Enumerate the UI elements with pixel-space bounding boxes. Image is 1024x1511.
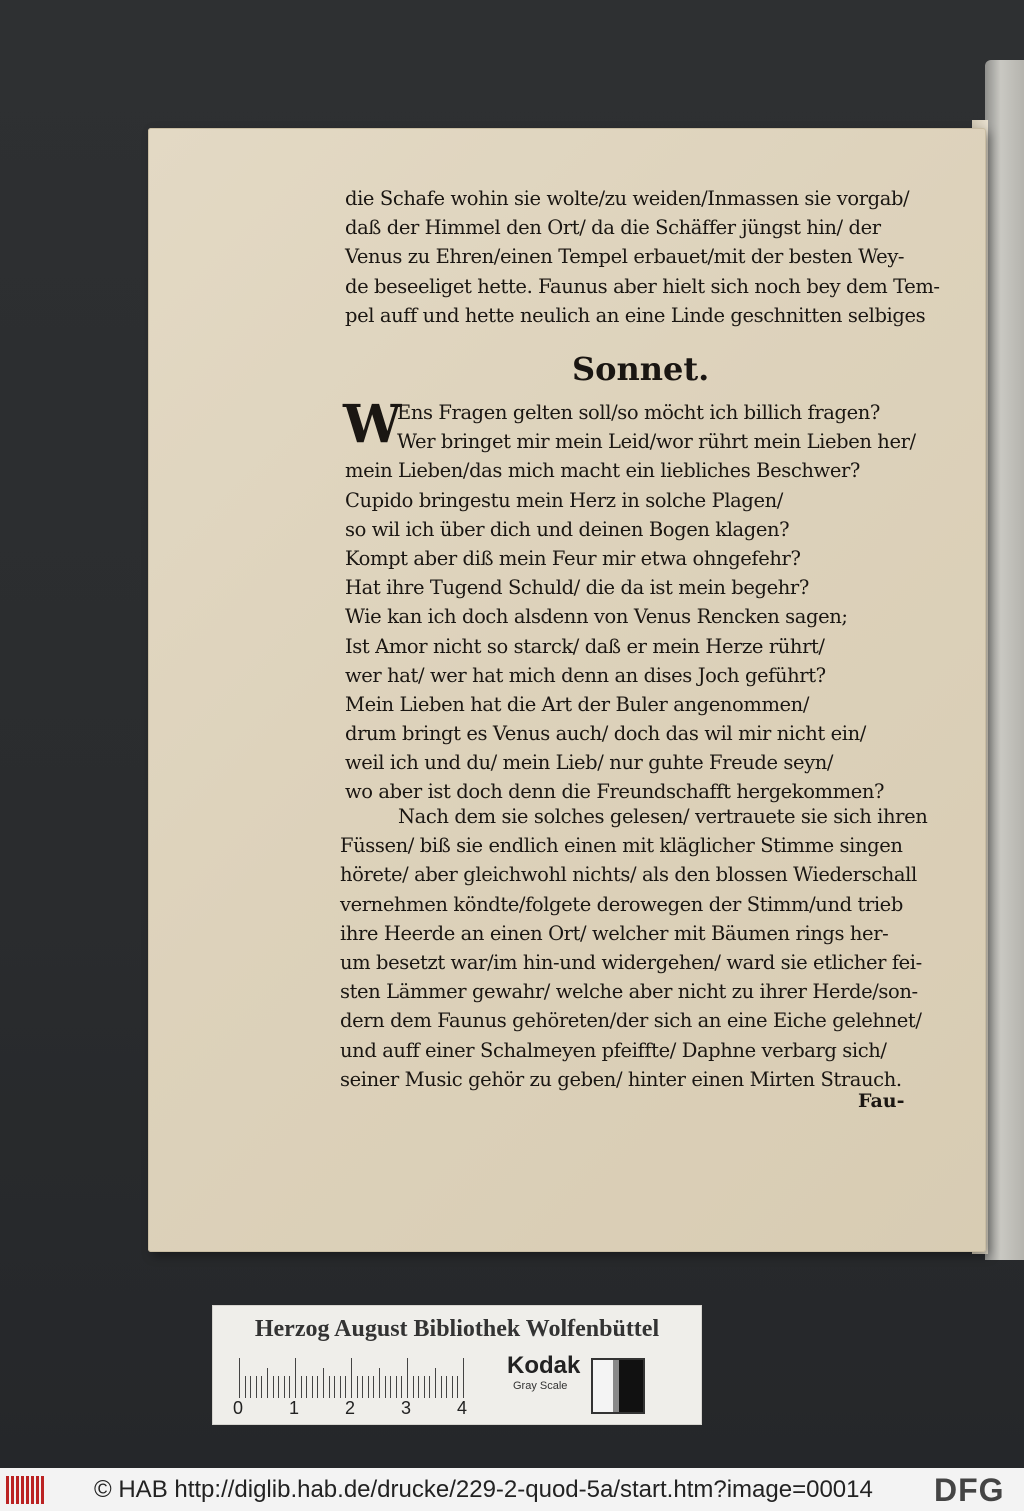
poem-line: wer hat/ wer hat mich denn an dises Joch geführt? [345,663,826,687]
poem-line: drum bringt es Venus auch/ doch das wil mir nicht ein/ [345,722,866,746]
ruler-tick [340,1376,341,1398]
poem-line: Hat ihre Tugend Schuld/ die da ist mein begehr? [345,576,809,600]
ruler-number: 4 [457,1398,468,1418]
ruler-tick [368,1376,369,1398]
prose-line: ihre Heerde an einen Ort/ welcher mit Bäumen rings her- [340,921,889,945]
ruler-tick [413,1376,414,1398]
sonnet-poem [343,394,945,807]
text-line: die Schafe wohin sie wolte/zu weiden/Inmassen sie vorgab/ [345,187,910,210]
gray-scale-label: Gray Scale [513,1380,568,1392]
ruler-tick [379,1368,380,1398]
ruler-tick [295,1358,296,1398]
ruler-tick [284,1376,285,1398]
text-line: de beseeliget hette. Faunus aber hielt sich noch bey dem Tem- [345,274,940,298]
ruler-tick [261,1376,262,1398]
poem-line: Wer bringet mir mein Leid/wor rührt mein Lieben her/ [397,430,916,454]
gray-swatch [591,1358,645,1414]
ruler-tick [245,1376,246,1398]
ruler-tick [289,1376,290,1398]
poem-line: Ist Amor nicht so starck/ daß er mein Herze rührt/ [345,634,825,658]
ruler-tick [239,1358,240,1398]
poem-line: weil ich und du/ mein Lieb/ nur guhte Freude seyn/ [345,751,834,775]
ruler-scale [239,1354,479,1398]
ruler-tick [278,1376,279,1398]
ruler-tick [306,1376,307,1398]
ruler-tick [317,1376,318,1398]
prose-block [340,802,940,1094]
ruler-tick [273,1376,274,1398]
prose-line: seiner Music gehör zu geben/ hinter einen Mirten Strauch. [340,1067,902,1091]
ruler-tick [362,1376,363,1398]
ruler-tick [407,1358,408,1398]
prose-line: sten Lämmer gewahr/ welche aber nicht zu ihrer Herde/son- [340,980,918,1004]
ruler-tick [357,1376,358,1398]
prose-line: um besetzt war/im hin-und widergehen/ ward sie etlicher fei- [340,950,922,974]
ruler-tick [250,1376,251,1398]
ruler-tick [329,1376,330,1398]
ruler-number: 1 [289,1398,300,1418]
ruler-numbers [233,1398,493,1420]
footer-bar [0,1468,1024,1511]
text-line: daß der Himmel den Ort/ da die Schäffer jüngst hin/ der [345,216,881,240]
poem-line: wo aber ist doch denn die Freundschafft hergekommen? [345,780,885,804]
ruler-tick [429,1376,430,1398]
kodak-logo: Kodak [507,1352,581,1379]
ruler-tick [385,1376,386,1398]
ruler-tick [441,1376,442,1398]
ruler-tick [435,1368,436,1398]
prose-line: hörete/ aber gleichwohl nichts/ als den blossen Wiederschall [340,863,917,887]
prose-line: vernehmen köndte/folgete derowegen der Stimm/und trieb [340,892,903,916]
library-name: Herzog August Bibliothek Wolfenbüttel [254,1316,660,1342]
ruler-tick [457,1376,458,1398]
ruler-tick [452,1376,453,1398]
ruler-tick [334,1376,335,1398]
poem-line: so wil ich über dich und deinen Bogen klagen? [345,517,790,541]
ruler-number: 2 [345,1398,356,1418]
drop-cap-initial: W [343,394,402,455]
prose-line: dern dem Faunus gehöreten/der sich an eine Eiche gelehnet/ [340,1009,922,1033]
ruler-number: 0 [233,1398,244,1418]
dfg-logo: DFG [934,1472,1005,1508]
prose-line: und auff einer Schalmeyen pfeiffte/ Daphne verbarg sich/ [340,1038,887,1062]
ruler-tick [418,1376,419,1398]
color-scale-card [212,1305,702,1425]
footer-url[interactable]: © HAB http://diglib.hab.de/drucke/229-2-quod-5a/start.htm?image=00014 [94,1476,873,1503]
ruler-tick [323,1368,324,1398]
poem-line: Ens Fragen gelten soll/so möcht ich billich fragen? [397,401,880,424]
ruler-tick [312,1376,313,1398]
ruler-tick [345,1376,346,1398]
catchword: Fau- [858,1090,905,1112]
text-line: Venus zu Ehren/einen Tempel erbauet/mit der besten Wey- [345,245,905,269]
barcode-icon [6,1476,46,1504]
scan-holder-strip [985,60,1024,1260]
prose-line: Nach dem sie solches gelesen/ vertrauete sie sich ihren [398,805,928,828]
ruler-tick [351,1358,352,1398]
poem-line: Wie kan ich doch alsdenn von Venus Rencken sagen; [345,605,848,629]
text-line: pel auff und hette neulich an eine Linde geschnitten selbiges [345,303,926,327]
ruler-tick [256,1376,257,1398]
ruler-tick [267,1368,268,1398]
top-text-block [345,184,940,330]
sonnet-heading: Sonnet. [572,350,710,388]
ruler-tick [463,1358,464,1398]
ruler-tick [446,1376,447,1398]
ruler-tick [401,1376,402,1398]
poem-line: Cupido bringestu mein Herz in solche Plagen/ [345,488,783,512]
poem-line: Mein Lieben hat die Art der Buler angenommen/ [345,692,810,716]
prose-line: Füssen/ biß sie endlich einen mit kläglicher Stimme singen [340,834,903,858]
ruler-tick [373,1376,374,1398]
ruler-tick [301,1376,302,1398]
ruler-number: 3 [401,1398,412,1418]
ruler-tick [390,1376,391,1398]
ruler-tick [424,1376,425,1398]
poem-line: mein Lieben/das mich macht ein liebliches Beschwer? [345,459,860,483]
ruler-tick [396,1376,397,1398]
poem-line: Kompt aber diß mein Feur mir etwa ohngefehr? [345,546,801,570]
